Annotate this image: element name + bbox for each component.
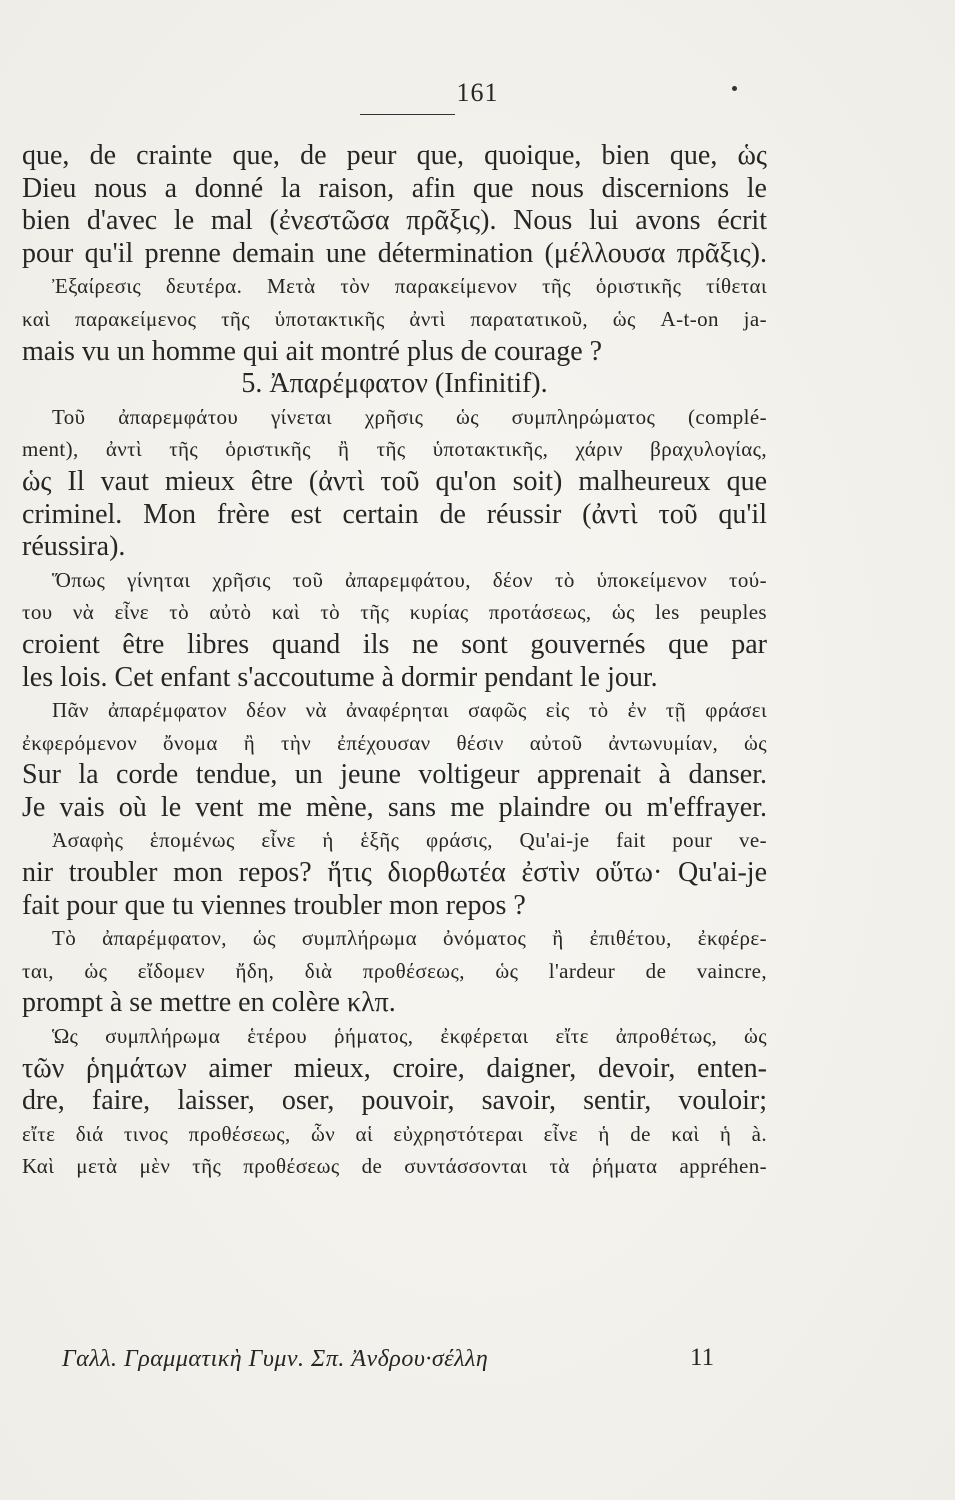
text-line: Τοῦ ἀπαρεμφάτου γίνεται χρῆσις ὡς συμπληρώματος (complé- [52,404,767,429]
text-line: mais vu un homme qui ait montré plus de courage ? [22,335,603,367]
text-line: croient être libres quand ils ne sont gouvernés que par [22,628,767,660]
page-number: 161 [456,78,499,107]
text-line: fait pour que tu viennes troubler mon repos ? [22,889,526,921]
text-line: του νὰ εἶνε τὸ αὐτὸ καὶ τὸ τῆς κυρίας προτάσεως, ὡς les peuples [22,600,767,625]
text-line: Ἀσαφὴς ἑπομένως εἶνε ἡ ἑξῆς φράσις, Qu'ai-je fait pour ve- [52,828,767,853]
text-line: nir troubler mon repos? ἥτις διορθωτέα ἐστὶν οὕτω· Qu'ai-je [22,857,767,889]
text-line: εἴτε διά τινος προθέσεως, ὧν αἱ εὐχρηστότεραι εἶνε ἡ de καὶ ἡ à. [22,1121,767,1146]
section-heading: 5. Ἀπαρέμφατον (Infinitif). [241,368,548,400]
text-line: ὡς Il vaut mieux être (ἀντὶ τοῦ qu'on soit) malheureux que [22,465,767,497]
text-line: καὶ παρακείμενος τῆς ὑποτακτικῆς ἀντὶ παρατατικοῦ, ὡς A-t-on ja- [22,306,767,331]
text-line: ἐκφερόμενον ὄνομα ἢ τὴν ἐπέχουσαν θέσιν αὐτοῦ ἀντωνυμίαν, ὡς [22,730,767,755]
text-line: Ἐξαίρεσις δευτέρα. Μετὰ τὸν παρακείμενον τῆς ὁριστικῆς τίθεται [52,274,767,299]
footer-title: Γαλλ. Γραμματικὴ Γυμν. Σπ. Ἀνδρου·σέλλη [62,1346,489,1372]
text-line: ment), ἀντὶ τῆς ὁριστικῆς ἢ τῆς ὑποτακτικῆς, χάριν βραχυλογίας, [22,437,767,462]
text-line: bien d'avec le mal (ἐνεστῶσα πρᾶξις). Nous lui avons écrit [22,205,767,237]
text-line: les lois. Cet enfant s'accoutume à dormir pendant le jour. [22,661,658,693]
text-line: Dieu nous a donné la raison, afin que nous discernions le [22,172,767,204]
text-line: Τὸ ἀπαρέμφατον, ὡς συμπλήρωμα ὀνόματος ἢ ἐπιθέτου, ἐκφέρε- [52,926,767,951]
text-line: Je vais où le vent me mène, sans me plaindre ou m'effrayer. [22,791,767,823]
text-line: ται, ὡς εἴδομεν ἤδη, διὰ προθέσεως, ὡς l'ardeur de vaincre, [22,958,767,983]
ink-dot [732,86,737,91]
text-line: Ὡς συμπλήρωμα ἑτέρου ῥήματος, ἐκφέρεται εἴτε ἀπροθέτως, ὡς [52,1024,767,1049]
text-line: pour qu'il prenne demain une détermination (μέλλουσα πρᾶξις). [22,237,767,269]
body-text [22,140,767,1183]
text-line: dre, faire, laisser, oser, pouvoir, savoir, sentir, vouloir; [22,1085,767,1117]
text-line: Sur la corde tendue, un jeune voltigeur apprenait à danser. [22,759,767,791]
text-line: prompt à se mettre en colère κλπ. [22,987,396,1019]
text-line: que, de crainte que, de peur que, quoique, bien que, ὡς [22,140,767,171]
text-line: Πᾶν ἀπαρέμφατον δέον νὰ ἀναφέρηται σαφῶς εἰς τὸ ἐν τῇ φράσει [52,698,767,723]
text-line: réussira). [22,531,126,563]
text-line: criminel. Mon frère est certain de réussir (ἀντὶ τοῦ qu'il [22,498,767,530]
text-line: Ὅπως γίνηται χρῆσις τοῦ ἀπαρεμφάτου, δέον τὸ ὑποκείμενον τού- [52,567,767,592]
text-line: τῶν ῥημάτων aimer mieux, croire, daigner, devoir, enten- [22,1052,767,1084]
text-line: Καὶ μετὰ μὲν τῆς προθέσεως de συντάσσονται τὰ ῥήματα appréhen- [22,1154,767,1179]
signature-mark: 11 [690,1344,715,1371]
page-number-rule [360,114,455,115]
